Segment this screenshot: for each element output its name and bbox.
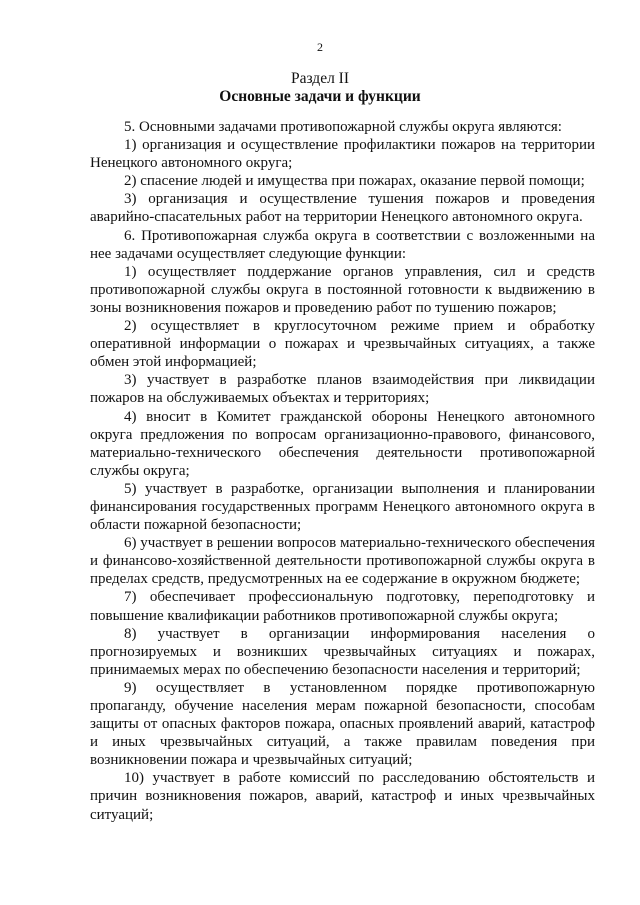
paragraph-functions-intro: 6. Противопожарная служба округа в соответствии с возложенными на нее задачами осуществляет следующие функции:: [90, 227, 595, 262]
document-body: [90, 118, 595, 824]
paragraph-function-4: 4) вносит в Комитет гражданской обороны Ненецкого автономного округа предложения по вопросам организационно-правового, финансового, материально-технического обеспечения деятельности противопожарной службы округа;: [90, 408, 595, 479]
paragraph-function-5: 5) участвует в разработке, организации выполнения и планировании финансирования государственных программ Ненецкого автономного округа в области пожарной безопасности;: [90, 480, 595, 534]
paragraph-tasks-intro: 5. Основными задачами противопожарной службы округа являются:: [124, 119, 562, 135]
paragraph-function-7: 7) обеспечивает профессиональную подготовку, переподготовку и повышение квалификации работников противопожарной службы округа;: [90, 589, 595, 624]
paragraph-function-6: 6) участвует в решении вопросов материально-технического обеспечения и финансово-хозяйственной деятельности противопожарной службы округа в пределах средств, предусмотренных на ее содержание в окружном бюджете;: [90, 535, 595, 588]
paragraph-function-8: 8) участвует в организации информирования населения о прогнозируемых и возникших чрезвычайных ситуациях и пожарах, принимаемых мерах по обеспечению безопасности населения и территорий;: [90, 625, 595, 678]
section-label: Раздел II: [290, 70, 350, 87]
page-number: 2: [317, 40, 323, 54]
paragraph-function-3: 3) участвует в разработке планов взаимодействия при ликвидации пожаров на обслуживаемых объектах и территориях;: [90, 372, 595, 407]
section-title: Основные задачи и функции: [219, 88, 421, 105]
paragraph-function-9: 9) осуществляет в установленном порядке противопожарную пропаганду, обучение населения мерам пожарной безопасности, способам защиты от опасных факторов пожара, опасных проявлений аварий, катастроф и иных чрезвычайных ситуаций, а также правилам поведения при возникновении пожара и чрезвычайных ситуаций;: [90, 679, 595, 769]
paragraph-task-3: 3) организация и осуществление тушения пожаров и проведения аварийно-спасательных работ на территории Ненецкого автономного округа.: [90, 191, 595, 226]
paragraph-function-2: 2) осуществляет в круглосуточном режиме прием и обработку оперативной информации о пожарах и чрезвычайных ситуациях, а также обмен этой информацией;: [90, 318, 595, 371]
paragraph-task-2: 2) спасение людей и имущества при пожарах, оказание первой помощи;: [124, 173, 585, 190]
paragraph-task-1: 1) организация и осуществление профилактики пожаров на территории Ненецкого автономного округа;: [90, 137, 595, 172]
paragraph-function-10: 10) участвует в работе комиссий по расследованию обстоятельств и причин возникновения пожаров, аварий, катастроф и иных чрезвычайных ситуаций;: [90, 770, 595, 823]
paragraph-function-1: 1) осуществляет поддержание органов управления, сил и средств противопожарной службы округа в постоянной готовности к выдвижению в зоны возникновения пожаров и проведению работ по тушению пожаров;: [90, 263, 595, 316]
